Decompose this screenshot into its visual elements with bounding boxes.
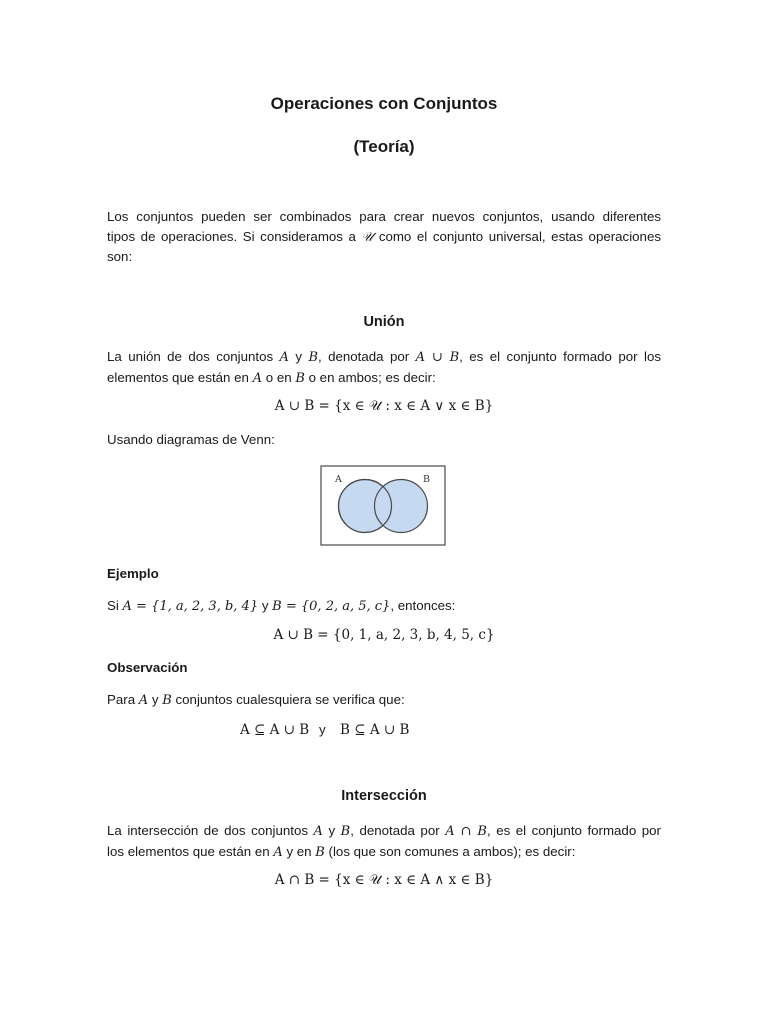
symbol-a: A [138,693,149,708]
intro-paragraph [107,207,661,267]
observation-heading: Observación [107,660,188,675]
observation-formula-y: y [319,722,326,737]
observation-formula-1: A ⊆ A ∪ B [240,722,310,738]
conj-y: y [295,349,303,364]
example-set-b: B = {0, 2, a, 5, c} [272,599,391,614]
intersection-def-text: , denotada por [350,823,440,838]
symbol-a: A [273,844,283,860]
venn-diagram [320,465,446,546]
symbol-a: A [252,370,263,386]
intersection-def-text: y en [286,843,312,859]
intro-text: como el conjunto universal, estas operaciones [378,228,661,244]
example-text: Si [107,598,119,613]
union-definition [107,347,661,388]
intersection-def-text: (los que son comunes a ambos); es decir: [328,843,576,859]
union-formula: A ∪ B = {x ∈ 𝒰 : x ∈ A ∨ x ∈ B} [274,398,494,414]
intersection-def-line-2 [107,842,661,863]
example-statement [107,596,661,617]
intersection-heading: Intersección [341,788,427,804]
example-line [107,596,661,617]
union-def-text: o en ambos; es decir: [308,369,436,385]
example-set-a: A = {1, a, 2, 3, b, 4} [122,599,259,614]
union-def-text: , denotada por [318,349,410,364]
intro-line-2 [107,227,661,248]
union-def-text: o en [265,369,292,385]
page-title: Operaciones con Conjuntos [270,94,498,113]
example-result: A ∪ B = {0, 1, a, 2, 3, b, 4, 5, c} [273,627,495,643]
intro-line-1: Los conjuntos pueden ser combinados para crear nuevos conjuntos, usando diferentes [107,209,661,224]
observation-text [107,690,661,711]
symbol-a-union-b: A ∪ B [415,350,460,365]
symbol-a: A [279,350,289,365]
intersection-formula: A ∩ B = {x ∈ 𝒰 : x ∈ A ∧ x ∈ B} [274,872,494,888]
union-def-text: La unión de dos conjuntos [107,349,274,364]
union-def-text: elementos que están en [107,369,249,385]
example-text: , entonces: [390,598,456,613]
symbol-b: B [315,844,325,860]
symbol-a-intersect-b: A ∩ B [445,824,487,839]
union-def-line-1 [107,347,661,368]
observation-formula-2: B ⊆ A ∪ B [340,722,410,738]
venn-intro-text: Usando diagramas de Venn: [107,432,275,447]
observation-word: y [151,692,159,707]
union-heading: Unión [363,314,405,330]
venn-circle-b [375,480,428,533]
intersection-def-line-1 [107,821,661,842]
example-text: y [261,598,269,613]
symbol-b: B [340,824,351,839]
symbol-b: B [162,693,172,708]
venn-label-b: B [423,474,430,485]
venn-intro [107,430,661,450]
page-subtitle: (Teoría) [353,137,415,156]
intersection-def-text: , es el conjunto formado por [486,823,661,838]
venn-label-a: A [335,474,342,485]
symbol-b: B [295,370,305,386]
example-heading: Ejemplo [107,566,159,581]
intersection-def-text: los elementos que están en [107,843,270,859]
conj-y: y [328,823,336,838]
observation-word: Para [107,692,136,707]
intro-text: tipos de operaciones. Si consideramos a [107,228,356,244]
intersection-definition [107,821,661,862]
union-def-line-2 [107,368,661,389]
observation-line [107,690,661,711]
intro-line-3: son: [107,249,133,264]
universal-set-symbol: 𝒰 [361,229,374,245]
symbol-a: A [313,824,323,839]
observation-word: conjuntos cualesquiera se verifica que: [175,692,405,707]
symbol-b: B [308,350,318,365]
intersection-def-text: La intersección de dos conjuntos [107,823,309,838]
union-def-text: , es el conjunto formado por los [459,349,661,364]
